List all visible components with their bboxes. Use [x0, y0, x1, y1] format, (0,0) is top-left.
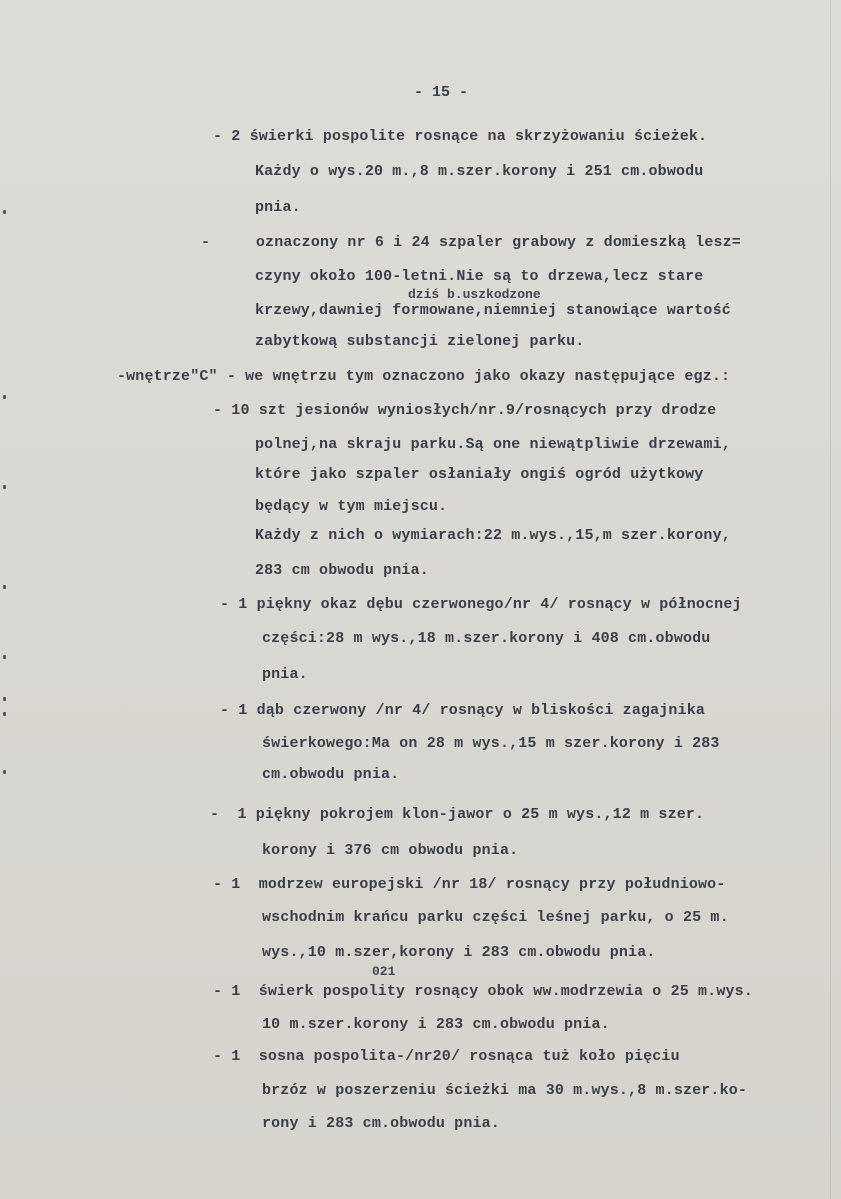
text-line: wys.,10 m.szer,korony i 283 cm.obwodu pnia. [262, 944, 656, 961]
text-line: będący w tym miejscu. [255, 498, 448, 515]
text-line: rony i 283 cm.obwodu pnia. [262, 1115, 500, 1132]
punch-hole [3, 485, 6, 489]
text-line: świerkowego:Ma on 28 m wys.,15 m szer.korony i 283 [262, 735, 720, 752]
text-line: Każdy z nich o wymiarach:22 m.wys.,15,m szer.korony, [255, 527, 731, 544]
punch-hole [3, 697, 6, 701]
punch-hole [3, 770, 6, 774]
punch-hole [3, 712, 6, 716]
text-line: 283 cm obwodu pnia. [255, 562, 429, 579]
text-line: czyny około 100-letni.Nie są to drzewa,lecz stare [255, 268, 704, 285]
text-line: części:28 m wys.,18 m.szer.korony i 408 cm.obwodu [262, 630, 711, 647]
handwritten-insertion: dziś b.uszkodzone [408, 287, 541, 302]
text-line: pnia. [255, 199, 301, 216]
text-line: Każdy o wys.20 m.,8 m.szer.korony i 251 cm.obwodu [255, 163, 704, 180]
punch-hole [3, 395, 6, 399]
text-line: - 1 dąb czerwony /nr 4/ rosnący w bliskości zagajnika [220, 702, 706, 719]
text-line: polnej,na skraju parku.Są one niewątpliwie drzewami, [255, 436, 731, 453]
text-line: - 2 świerki pospolite rosnące na skrzyżowaniu ścieżek. [213, 128, 708, 145]
text-line: - 1 sosna pospolita-/nr20/ rosnąca tuż koło pięciu [213, 1048, 680, 1065]
text-line: pnia. [262, 666, 308, 683]
punch-hole [3, 585, 6, 589]
binding-holes [0, 0, 12, 1199]
text-line: brzóz w poszerzeniu ścieżki ma 30 m.wys.,8 m.szer.ko- [262, 1082, 748, 1099]
text-line: 10 m.szer.korony i 283 cm.obwodu pnia. [262, 1016, 610, 1033]
text-line: - 1 piękny pokrojem klon-jawor o 25 m wys.,12 m szer. [210, 806, 705, 823]
text-line: - 1 piękny okaz dębu czerwonego/nr 4/ rosnący w północnej [220, 596, 742, 613]
punch-hole [3, 655, 6, 659]
text-line: - 1 modrzew europejski /nr 18/ rosnący przy południowo- [213, 876, 726, 893]
handwritten-insertion: 021 [372, 964, 396, 979]
text-line: - oznaczony nr 6 i 24 szpaler grabowy z domieszką lesz= [201, 234, 741, 251]
punch-hole [3, 210, 6, 214]
text-line: które jako szpaler osłaniały ongiś ogród użytkowy [255, 466, 704, 483]
text-line: wschodnim krańcu parku części leśnej parku, o 25 m. [262, 909, 729, 926]
text-line: zabytkową substancji zielonej parku. [255, 333, 585, 350]
text-line: korony i 376 cm obwodu pnia. [262, 842, 519, 859]
page-edge [830, 0, 831, 1199]
text-line: - 10 szt jesionów wyniosłych/nr.9/rosnących przy drodze [213, 402, 717, 419]
text-line: krzewy,dawniej formowane,niemniej stanowiące wartość [255, 302, 731, 319]
text-line: cm.obwodu pnia. [262, 766, 400, 783]
page-number: - 15 - [414, 84, 469, 101]
section-heading: -wnętrze"C" - we wnętrzu tym oznaczono jako okazy następujące egz.: [117, 368, 731, 385]
text-line: - 1 świerk pospolity rosnący obok ww.modrzewia o 25 m.wys. [213, 983, 753, 1000]
